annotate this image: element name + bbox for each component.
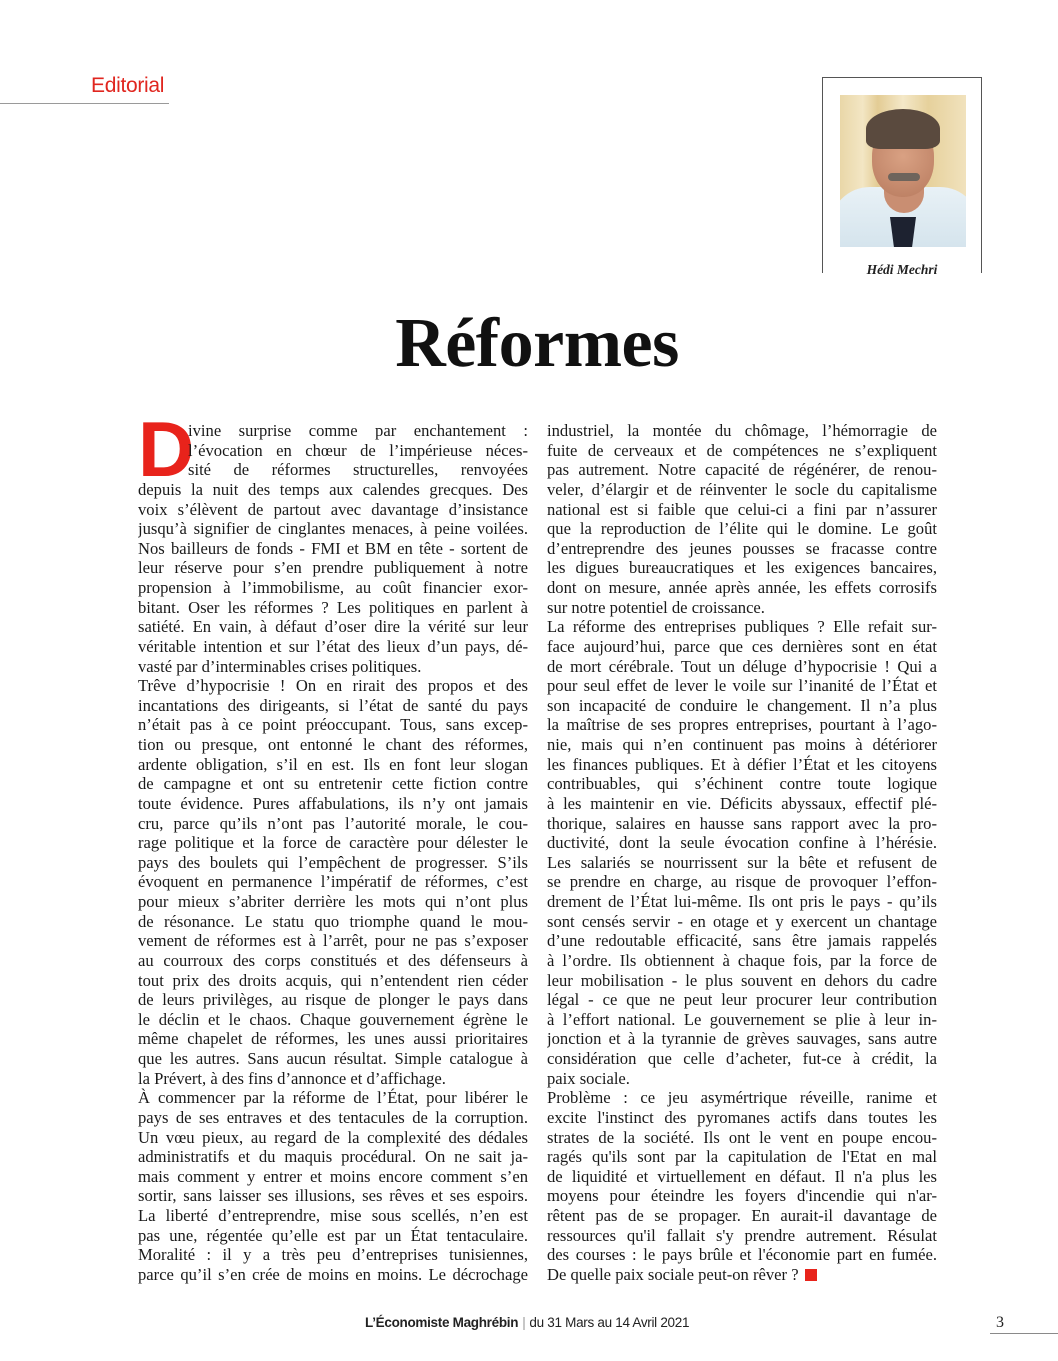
text-line: tion ou presque, ont entonné le chant des réformes, [138,735,528,754]
text-line: propension à l’immobilisme, au coût financier exor- [138,578,528,597]
text-line: légal - ce que ne peut leur procurer leur contribution [547,990,937,1010]
text-line: strates de la société. Ils ont le vent en poupe encou- [547,1127,937,1147]
article-paragraph [547,617,937,1088]
text-line: l’évocation en chœur de l’impérieuse néces- [188,440,528,460]
text-line: le déclin et le chaos. Chaque gouvernement égrène le [138,1009,528,1029]
text-line: ivine surprise comme par enchantement : [188,421,528,440]
text-line: vasté par d’interminables crises politiques. [138,656,422,676]
article-paragraph [547,1088,937,1284]
text-line: nie, mais qui n’en continuent pas moins à détériorer [547,735,937,754]
text-line: pas autrement. Notre capacité de régénérer, de renou- [547,460,937,480]
text-line: moyens pour éteindre les foyers d'incendie qui n'ar- [547,1186,937,1206]
text-line: national est si faible que celui-ci a fini par n’assurer [547,499,937,519]
text-line: même chapelet de réformes, les unes aussi prioritaires [138,1029,528,1049]
text-line: paix sociale. [547,1068,630,1088]
text-line: administratifs et du maquis procédural. On ne sait ja- [138,1147,528,1167]
text-line: jonction et à la tyrannie de grèves sauvages, sans autre [547,1029,937,1049]
text-line: à l’effort national. Le gouvernement se plie à leur in- [547,1009,937,1029]
text-line: pays des boulets qui l’empêchent de progresser. S’ils [138,852,528,872]
text-line: La réforme des entreprises publiques ? Elle refait sur- [547,617,937,637]
text-line: bitant. Oser les réformes ? Les politiques en parlent à [138,597,528,617]
text-line: thorique, salaires en hausse sans rapport avec la pro- [547,813,937,833]
text-line: De quelle paix sociale peut-on rêver ? [547,1265,937,1285]
text-line: de résonance. Le statu quo triomphe quand le mou- [138,911,528,931]
drop-cap: D [138,405,195,493]
text-line: ardente obligation, s’il en est. Ils en font leur slogan [138,754,528,774]
text-line: pour mieux s’abriter derrière les mots qui n’ont plus [138,892,528,911]
text-line: ductivité, dont la seule évocation confine à l’hérésie. [547,833,937,853]
text-line: incantations des dirigeants, si l’état de santé du pays [138,695,528,715]
text-line: depuis la nuit des temps aux calendes grecques. Des [138,479,528,499]
publication-name: L’Économiste Maghrébin [365,1315,519,1330]
text-line: des courses : le pays brûle et l'économie part en fumée. [547,1245,937,1265]
text-line: ragés qu'ils sont par la capitulation de l'Etat en mal [547,1147,937,1167]
text-line: leur réserve pour s’en prendre publiquement à notre [138,558,528,578]
text-line: voix s’élèvent de partout avec davantage d’insistance [138,499,528,519]
text-line: vement de réformes est à l’arrêt, pour ne pas s’exposer [138,931,528,951]
text-line: rêtent pas de se propager. En aurait-il davantage de [547,1206,937,1225]
text-line: son incapacité de conduire le changement. Il n’a plus [547,695,937,715]
text-line: rage politique et la force de caractère pour délester le [138,833,528,853]
text-line: ressources qu'il fallait s'y prendre autrement. Résulat [547,1225,937,1245]
text-line: excite l'instinct des pyromanes actifs dans toutes les [547,1107,937,1127]
text-line: Moralité : il y a très peu d’entreprises tunisiennes, [138,1245,528,1265]
author-name: Hédi Mechri [866,262,938,277]
text-line: à les maintenir en vie. Déficits abyssaux, effectif plé- [547,793,937,813]
text-line: jusqu’à signifier de cinglantes menaces, à peine voilées. [138,519,528,539]
text-line: n’était pas à ce point préoccupant. Tous, sans excep- [138,715,528,735]
text-line: pour seul effet de lever le voile sur l’inanité de l’État et [547,676,937,696]
text-line: sont censés servir - en otage et y exercent un chantage [547,911,937,931]
text-line: Trêve d’hypocrisie ! On en rirait des propos et des [138,676,528,696]
text-line: Les salariés se nourrissent sur la bête et refusent de [547,852,937,872]
text-line: mais comment y entrer et moins encore comment s’en [138,1166,528,1186]
text-line: tout prix des droits acquis, qui n’entendent rien céder [138,970,528,990]
article-title: Réformes [395,305,679,382]
article-column-left [138,405,528,1285]
text-line: sortir, sans laisser ses illusions, ses rêves et ses espoirs. [138,1186,528,1206]
text-line: contribuables, qui s’échinent contre toute logique [547,774,937,794]
issue-dates: du 31 Mars au 14 Avril 2021 [529,1315,690,1330]
text-line: fuite de cerveaux et de compétences ne s’expliquent [547,440,937,460]
text-line: sité de réformes structurelles, renvoyées [188,460,528,480]
article-paragraph [138,676,528,1088]
page-number-rule [990,1333,1058,1334]
rubric-divider [0,103,169,104]
text-line: industriel, la montée du chômage, l’hémorragie de [547,421,937,440]
text-line: pays de ses entraves et des tentacules de la corruption. [138,1107,528,1127]
text-line: toute évidence. Pures affabulations, ils n’y ont jamais [138,793,528,813]
text-line: de liquidité et virtuellement en défaut. Il n'a plus les [547,1166,937,1186]
page-number: 3 [996,1314,1004,1331]
text-line: Un vœu pieux, au regard de la complexité des dédales [138,1127,528,1147]
text-line: que les autres. Sans aucun résultat. Simple catalogue à [138,1049,528,1068]
text-line: À commencer par la réforme de l’État, pour libérer le [138,1088,528,1108]
author-photo [840,95,966,247]
text-line: se prendre en charge, au risque de provoquer l’effon- [547,872,937,892]
text-line: de mort cérébrale. Tout un déluge d’hypocrisie ! Qui a [547,656,937,676]
text-line: leur mobilisation - le plus souvent en dehors du cadre [547,970,937,990]
end-of-article-mark-icon [805,1269,817,1281]
text-line: véritable intention et sur l’état des lieux d’un pays, dé- [138,636,528,656]
text-line: au courroux des corps constitués et des défenseurs à [138,950,528,970]
article-column-right [547,421,937,1285]
text-line: pas une, régentée qu’elle est par un État tentaculaire. [138,1225,528,1245]
text-line: veler, d’élargir et de réinventer le socle du capitalisme [547,479,937,499]
text-line: les digues bureaucratiques et les exigences bancaires, [547,558,937,578]
text-line: la maîtrise de ses propres entreprises, pourtant à l’ago- [547,715,937,735]
text-line: les finances publiques. Et à défier l’État et les citoyens [547,754,937,774]
article-paragraph [138,405,528,676]
text-line: satiété. En vain, à défaut d’oser dire la vérité sur leur [138,617,528,637]
footer-separator: | [522,1315,526,1330]
text-line: cru, parce qu’ils n’ont pas l’autorité morale, le cou- [138,813,528,833]
footer-credit [365,1315,689,1330]
text-line: de campagne et ont su entretenir cette fiction contre [138,774,528,794]
text-line: Nos bailleurs de fonds - FMI et BM en tête - sortent de [138,538,528,558]
text-line: évoquent en permanence l’impératif de réformes, c’est [138,872,528,892]
text-line: considération que celle d’acheter, fut-ce à crédit, la [547,1049,937,1068]
text-line: d’une redoutable efficacité, sans être jamais rappelés [547,931,937,951]
text-line: drement de l’État lui-même. Ils ont pris le pays - qu’ils [547,892,937,911]
article-paragraph [138,1088,528,1284]
text-line: à l’ordre. Ils obtiennent à chaque fois, par la force de [547,950,937,970]
text-line: d’entreprendre des jeunes pousses se fracasse contre [547,538,937,558]
text-line: parce qu’il s’en crée de moins en moins. Le décrochage [138,1264,528,1284]
text-line: dont on mesure, année après année, les effets corrosifs [547,578,937,597]
article-paragraph [547,421,937,617]
section-rubric: Editorial [91,74,165,97]
text-line: sur notre potentiel de croissance. [547,597,765,617]
text-line: que la reproduction de l’élite qui le domine. Le goût [547,519,937,539]
text-line: la Prévert, à des fins d’annonce et d’affichage. [138,1068,446,1088]
text-line: de leurs privilèges, au risque de plonger le pays dans [138,990,528,1010]
text-line: La liberté d’entreprendre, mise sous scellés, n’en est [138,1206,528,1225]
text-line: Problème : ce jeu asymértrique réveille, ranime et [547,1088,937,1108]
text-line: face aujourd’hui, parce que ces dernières sont en état [547,636,937,656]
